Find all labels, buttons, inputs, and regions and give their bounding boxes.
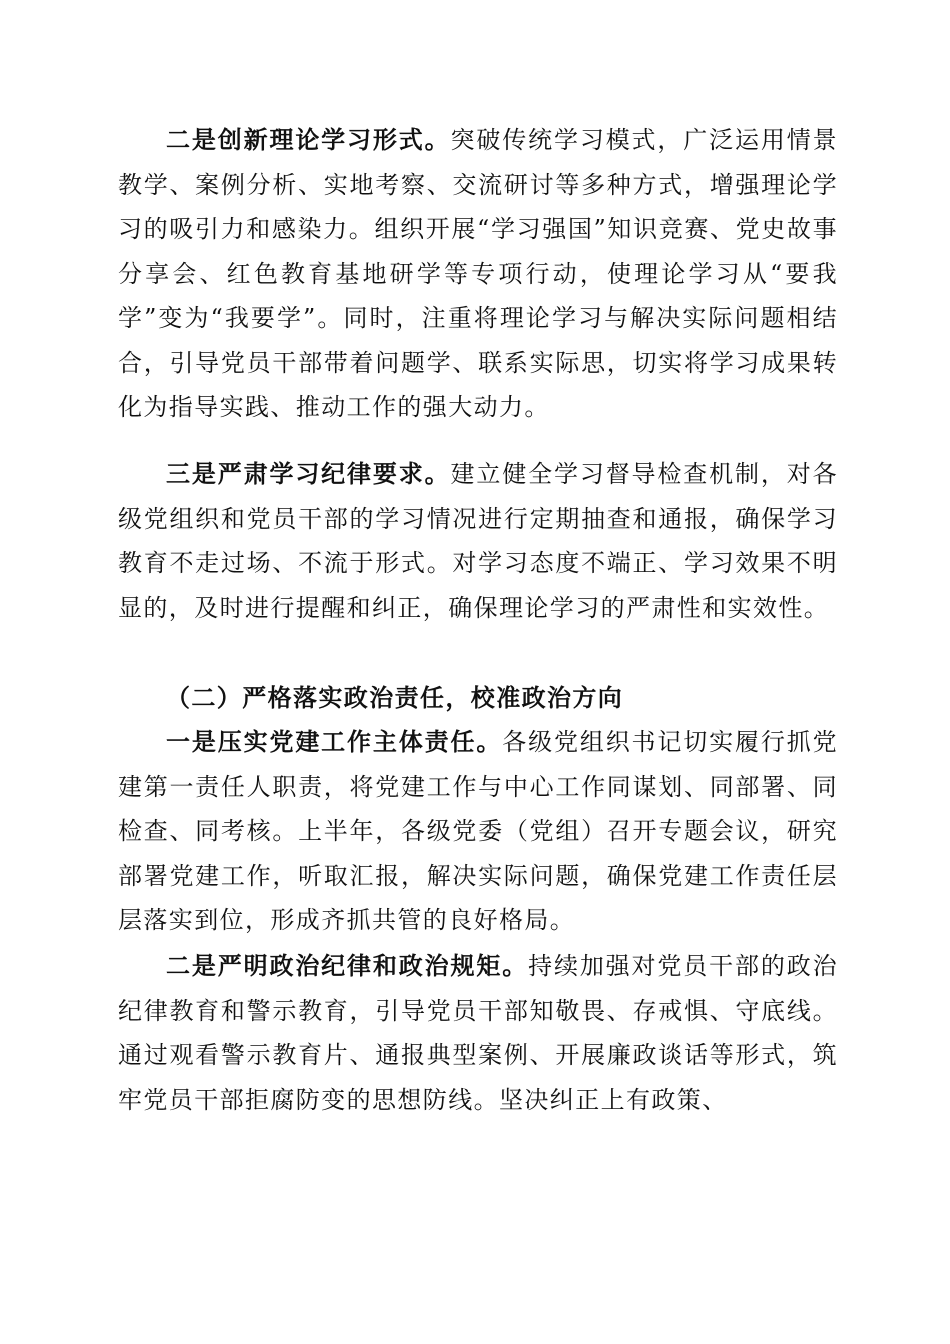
paragraph-lead: 三是严肃学习纪律要求。	[166, 459, 451, 488]
paragraph-political-discipline	[118, 944, 838, 1122]
paragraph-body: 突破传统学习模式，广泛运用情景教学、案例分析、实地考察、交流研讨等多种方式，增强理论学习的吸引力和感染力。组织开展“学习强国”知识竞赛、党史故事分享会、红色教育基地研学等专项行动，使理论学习从“要我学”变为“我要学”。同时，注重将理论学习与解决实际问题相结合，引导党员干部带着问题学、联系实际思，切实将学习成果转化为指导实践、推动工作的强大动力。	[118, 126, 839, 421]
paragraph-lead: 一是压实党建工作主体责任。	[166, 727, 503, 756]
paragraph-innovate-learning	[118, 118, 838, 430]
paragraph-body: 持续加强对党员干部的政治纪律教育和警示教育，引导党员干部知敬畏、存戒惧、守底线。通过观看警示教育片、通报典型案例、开展廉政谈话等形式，筑牢党员干部拒腐防变的思想防线。坚决纠正上有政策、	[118, 952, 838, 1114]
paragraph-party-responsibility	[118, 720, 838, 943]
paragraph-body: 各级党组织书记切实履行抓党建第一责任人职责，将党建工作与中心工作同谋划、同部署、同检查、同考核。上半年，各级党委（党组）召开专题会议，研究部署党建工作，听取汇报，解决实际问题，确保党建工作责任层层落实到位，形成齐抓共管的良好格局。	[118, 728, 838, 934]
paragraph-body: 建立健全学习督导检查机制，对各级党组织和党员干部的学习情况进行定期抽查和通报，确保学习教育不走过场、不流于形式。对学习态度不端正、学习效果不明显的，及时进行提醒和纠正，确保理论学习的严肃性和实效性。	[118, 460, 839, 622]
paragraph-lead: 二是创新理论学习形式。	[166, 125, 451, 154]
section-heading: （二）严格落实政治责任，校准政治方向	[166, 683, 624, 712]
paragraph-lead: 二是严明政治纪律和政治规矩。	[166, 951, 529, 980]
paragraph-learning-discipline	[118, 452, 838, 630]
